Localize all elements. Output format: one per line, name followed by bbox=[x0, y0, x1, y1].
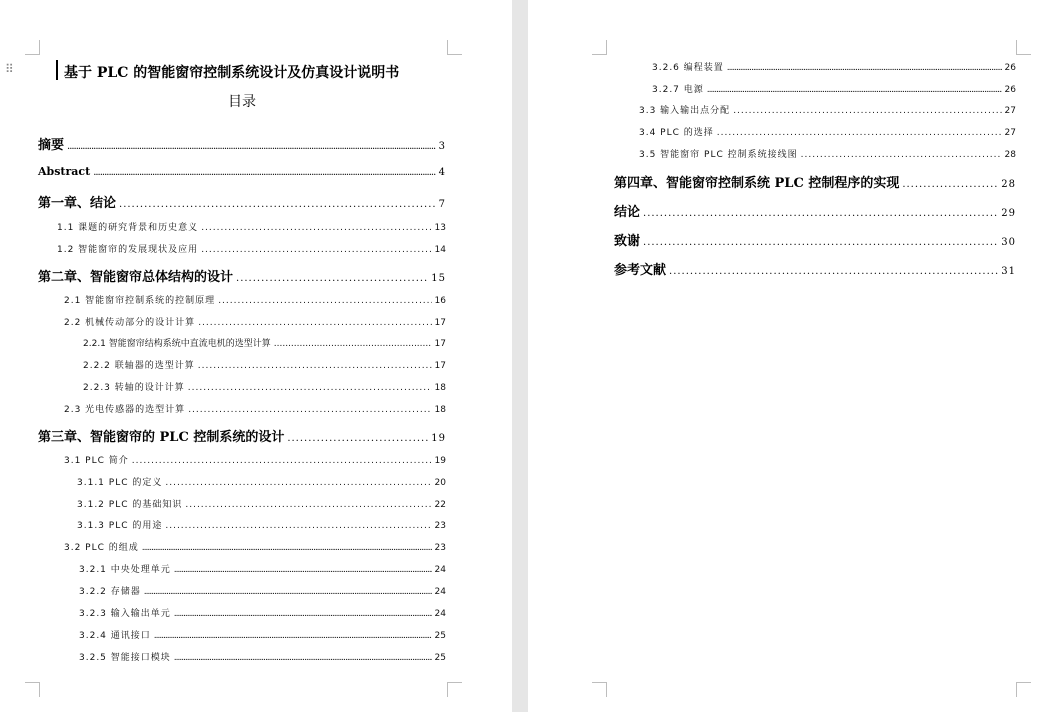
toc-leader bbox=[801, 150, 1002, 160]
toc-page-number: 22 bbox=[434, 500, 446, 510]
toc-leader bbox=[165, 478, 431, 488]
toc-page-number: 18 bbox=[434, 405, 446, 415]
toc-entry[interactable]: 第四章、智能窗帘控制系统 PLC 控制程序的实现 ..... 28 bbox=[614, 172, 1016, 191]
toc-entry[interactable]: 参考文献 ..... 31 bbox=[614, 259, 1016, 278]
toc-entry[interactable]: 3.5 智能窗帘 PLC 控制系统接线图 ..... 28 bbox=[639, 147, 1016, 160]
toc-leader bbox=[67, 141, 436, 152]
toc-entry[interactable]: 3.2.1 中央处理单元 ..... 24 bbox=[79, 562, 446, 575]
toc-entry[interactable]: 第三章、智能窗帘的 PLC 控制系统的设计 ..... 19 bbox=[38, 426, 446, 445]
toc-entry[interactable]: 3.2.5 智能接口模块 ..... 25 bbox=[79, 650, 446, 663]
toc-page-number: 19 bbox=[431, 433, 446, 444]
toc-entry[interactable]: 3.3 输入输出点分配 ..... 27 bbox=[639, 103, 1016, 116]
toc-leader bbox=[144, 587, 432, 597]
toc-page-number: 4 bbox=[438, 167, 446, 178]
toc-leader bbox=[188, 405, 431, 415]
toc-page-number: 28 bbox=[1001, 179, 1016, 190]
toc-leader bbox=[132, 456, 432, 466]
drag-handle-icon[interactable]: ⠿ bbox=[5, 62, 13, 76]
toc-leader bbox=[198, 361, 432, 371]
toc-page-number: 15 bbox=[431, 273, 446, 284]
document-title[interactable]: 基于 PLC 的智能窗帘控制系统设计及仿真设计说明书 bbox=[64, 65, 400, 81]
document-page-right bbox=[528, 0, 1062, 712]
toc-entry[interactable]: 2.3 光电传感器的选型计算 ..... 18 bbox=[64, 402, 446, 415]
margin-corner-mark bbox=[592, 40, 607, 55]
toc-leader bbox=[274, 339, 432, 349]
toc-heading[interactable]: 目录 bbox=[228, 94, 256, 110]
toc-page-number: 27 bbox=[1004, 128, 1016, 138]
toc-entry[interactable]: 3.1.1 PLC 的定义 ..... 20 bbox=[77, 475, 446, 488]
toc-page-number: 3 bbox=[438, 141, 446, 152]
toc-leader bbox=[174, 653, 432, 663]
toc-leader bbox=[188, 383, 432, 393]
document-page-left bbox=[0, 0, 512, 712]
margin-corner-mark bbox=[1016, 682, 1031, 697]
toc-entry[interactable]: 3.1.3 PLC 的用途 ..... 23 bbox=[77, 518, 446, 531]
toc-page-number: 18 bbox=[434, 383, 446, 393]
toc-entry[interactable]: 3.1 PLC 简介 ..... 19 bbox=[64, 453, 446, 466]
toc-page-number: 24 bbox=[434, 587, 446, 597]
toc-leader bbox=[218, 296, 431, 306]
toc-entry[interactable]: Abstract ..... 4 bbox=[38, 165, 446, 178]
toc-leader bbox=[174, 609, 432, 619]
toc-leader bbox=[643, 237, 998, 248]
toc-leader bbox=[643, 208, 998, 219]
toc-page-number: 17 bbox=[434, 339, 446, 349]
toc-entry[interactable]: 结论 ..... 29 bbox=[614, 201, 1016, 220]
toc-entry[interactable]: 致谢 ..... 30 bbox=[614, 230, 1016, 249]
margin-corner-mark bbox=[1016, 40, 1031, 55]
toc-leader bbox=[707, 85, 1002, 95]
toc-entry[interactable]: 2.2.1 智能窗帘结构系统中直流电机的选型计算 ..... 17 bbox=[83, 336, 446, 349]
toc-entry[interactable]: 3.2.2 存储器 ..... 24 bbox=[79, 584, 446, 597]
toc-page-number: 13 bbox=[434, 223, 446, 233]
toc-page-number: 23 bbox=[434, 521, 446, 531]
margin-corner-mark bbox=[592, 682, 607, 697]
margin-corner-mark bbox=[447, 682, 462, 697]
toc-entry[interactable]: 3.2.4 通讯接口 ..... 25 bbox=[79, 628, 446, 641]
toc-leader bbox=[201, 223, 431, 233]
toc-page-number: 26 bbox=[1004, 85, 1016, 95]
toc-page-number: 25 bbox=[434, 653, 446, 663]
toc-page-number: 31 bbox=[1001, 266, 1016, 277]
toc-page-number: 16 bbox=[434, 296, 446, 306]
toc-page-number: 23 bbox=[434, 543, 446, 553]
toc-page-number: 20 bbox=[434, 478, 446, 488]
toc-page-number: 24 bbox=[434, 565, 446, 575]
toc-page-number: 29 bbox=[1001, 208, 1016, 219]
toc-page-number: 30 bbox=[1001, 237, 1016, 248]
toc-leader bbox=[154, 631, 432, 641]
toc-entry[interactable]: 2.2.2 联轴器的选型计算 ..... 17 bbox=[83, 358, 446, 371]
toc-entry[interactable]: 3.1.2 PLC 的基础知识 ..... 22 bbox=[77, 497, 446, 510]
toc-page-number: 24 bbox=[434, 609, 446, 619]
toc-leader bbox=[236, 273, 428, 284]
toc-entry[interactable]: 3.2.7 电源 ..... 26 bbox=[652, 82, 1016, 95]
toc-entry[interactable]: 3.2.3 输入输出单元 ..... 24 bbox=[79, 606, 446, 619]
toc-entry[interactable]: 1.1 课题的研究背景和历史意义 ..... 13 bbox=[57, 220, 446, 233]
toc-leader bbox=[142, 543, 432, 553]
toc-leader bbox=[198, 318, 431, 328]
toc-page-number: 26 bbox=[1004, 63, 1016, 73]
toc-page-number: 14 bbox=[434, 245, 446, 255]
text-cursor bbox=[56, 60, 58, 80]
margin-corner-mark bbox=[25, 682, 40, 697]
toc-leader bbox=[93, 167, 435, 178]
toc-leader bbox=[733, 106, 1001, 116]
toc-page-number: 17 bbox=[434, 361, 446, 371]
toc-entry[interactable]: 1.2 智能窗帘的发展现状及应用 ..... 14 bbox=[57, 242, 446, 255]
toc-leader bbox=[902, 179, 998, 190]
toc-page-number: 28 bbox=[1004, 150, 1016, 160]
toc-entry[interactable]: 2.1 智能窗帘控制系统的控制原理 ..... 16 bbox=[64, 293, 446, 306]
toc-entry[interactable]: 3.2.6 编程装置 ..... 26 bbox=[652, 60, 1016, 73]
toc-leader bbox=[201, 245, 431, 255]
toc-entry[interactable]: 3.2 PLC 的组成 ..... 23 bbox=[64, 540, 446, 553]
toc-leader bbox=[185, 500, 431, 510]
toc-leader bbox=[174, 565, 432, 575]
toc-entry[interactable]: 第一章、结论 ..... 7 bbox=[38, 192, 446, 211]
toc-leader bbox=[717, 128, 1002, 138]
toc-entry[interactable]: 2.2 机械传动部分的设计计算 ..... 17 bbox=[64, 315, 446, 328]
toc-entry[interactable]: 2.2.3 转轴的设计计算 ..... 18 bbox=[83, 380, 446, 393]
toc-page-number: 27 bbox=[1004, 106, 1016, 116]
margin-corner-mark bbox=[447, 40, 462, 55]
toc-page-number: 17 bbox=[434, 318, 446, 328]
toc-page-number: 7 bbox=[438, 199, 446, 210]
toc-leader bbox=[287, 433, 428, 444]
toc-leader bbox=[727, 63, 1002, 73]
toc-leader bbox=[669, 266, 998, 277]
toc-entry[interactable]: 第二章、智能窗帘总体结构的设计 ..... 15 bbox=[38, 266, 446, 285]
toc-leader bbox=[119, 199, 436, 210]
toc-entry[interactable]: 3.4 PLC 的选择 ..... 27 bbox=[639, 125, 1016, 138]
toc-page-number: 19 bbox=[434, 456, 446, 466]
toc-entry[interactable]: 摘要 ..... 3 bbox=[38, 134, 446, 153]
toc-page-number: 25 bbox=[434, 631, 446, 641]
toc-leader bbox=[165, 521, 431, 531]
margin-corner-mark bbox=[25, 40, 40, 55]
